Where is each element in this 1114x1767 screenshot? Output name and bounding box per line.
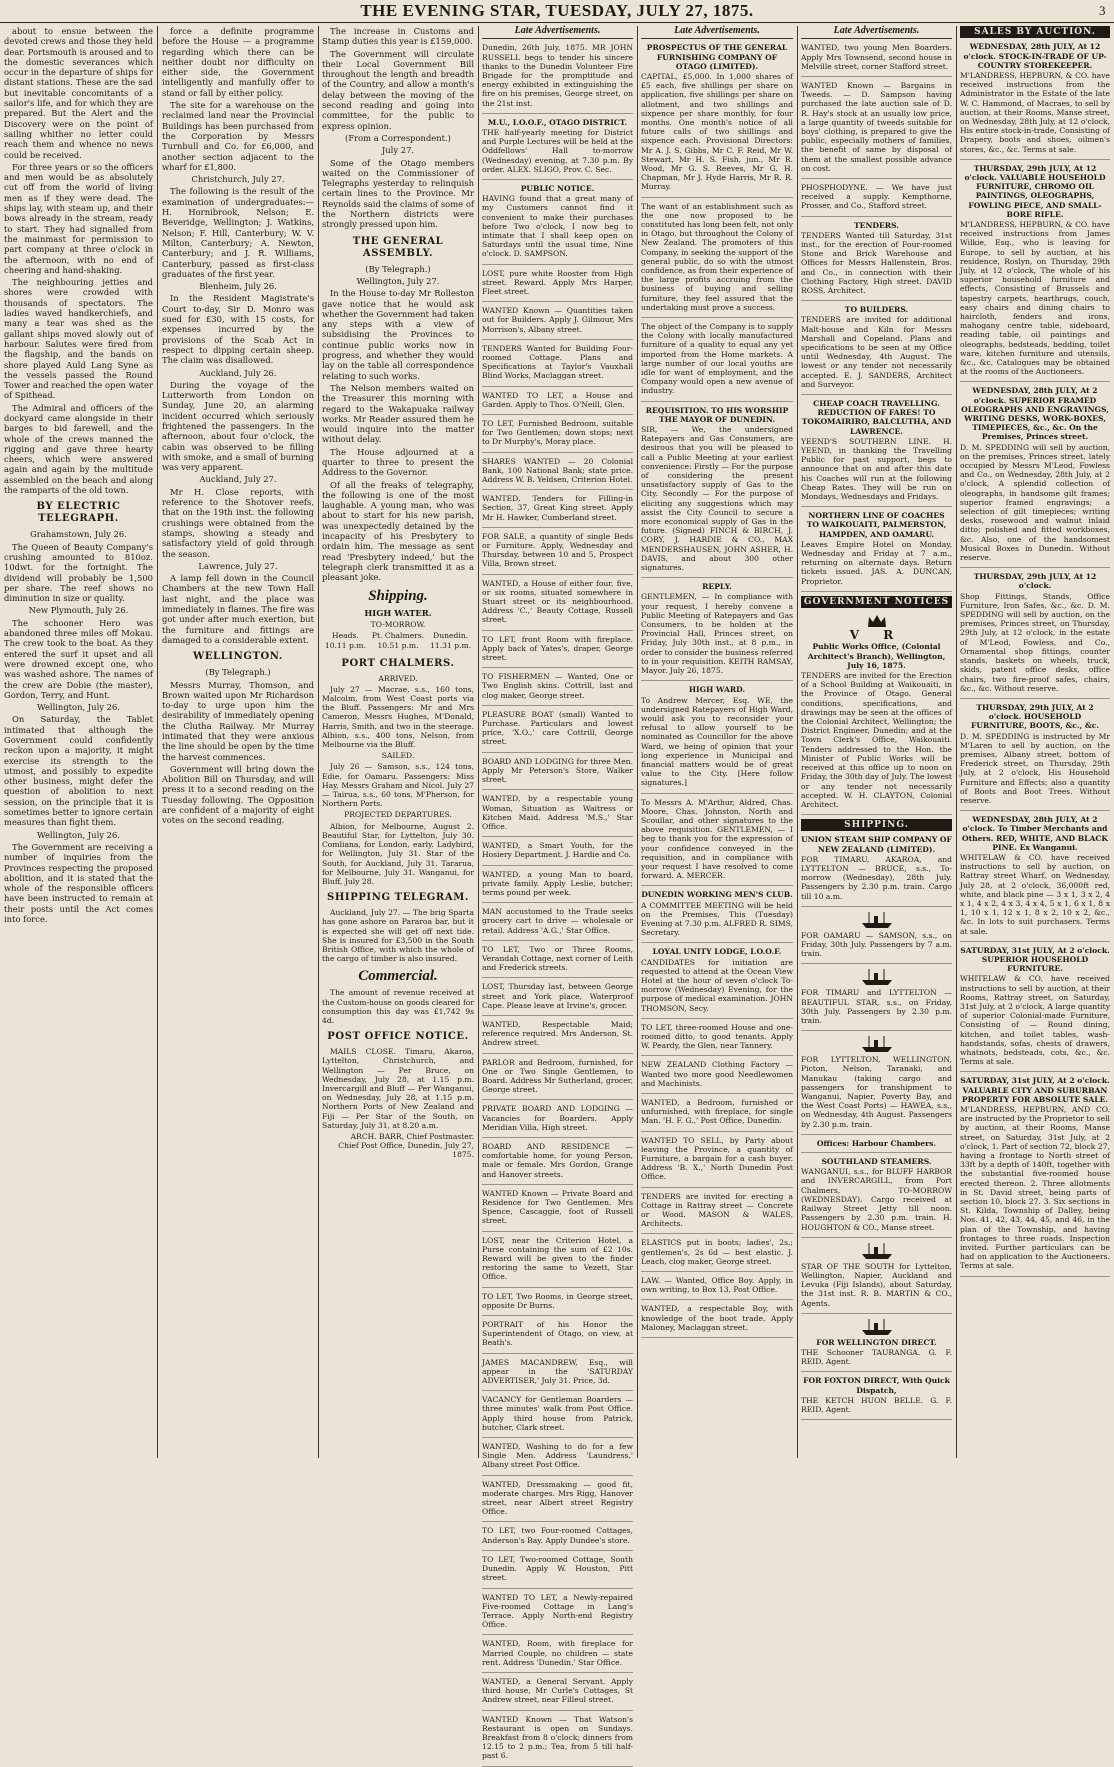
column-rule bbox=[157, 26, 158, 1458]
telegram-dateline: Grahamstown, July 26. bbox=[30, 529, 127, 540]
advertisement-title: UNION STEAM SHIP COMPANY OF NEW ZEALAND (LIMITED). bbox=[801, 835, 952, 854]
telegram-dateline: Lawrence, July 27. bbox=[198, 560, 278, 571]
steamship-icon bbox=[860, 1242, 894, 1260]
advertisement-text: WANTED, Respectable Maid; reference required. Mrs Anderson, St. Andrew street. bbox=[482, 1019, 633, 1048]
advertisement bbox=[482, 1639, 633, 1673]
advertisement bbox=[482, 532, 633, 575]
advertisement-text: WANTED, a respectable Boy, with knowledge of the boot trade. Apply Maloney, Maclaggan street. bbox=[641, 1304, 793, 1332]
advertisement-title: LOYAL UNITY LODGE, I.O.O.F. bbox=[652, 947, 782, 957]
section-heading: THE GENERAL ASSEMBLY. bbox=[352, 235, 444, 259]
advertisement-title: Public Works Office, (Colonial Architect's Branch), Wellington, July 16, 1875. bbox=[807, 642, 946, 670]
advertisement bbox=[641, 1098, 793, 1132]
advertisement-text: FOR TIMARU and LYTTELTON — BEAUTIFUL STAR, s.s., on Friday, 30th July. Passengers by 2.30 p.m. train. bbox=[801, 988, 952, 1026]
steamship-icon bbox=[860, 911, 894, 929]
advertisement bbox=[482, 419, 633, 453]
telegram-dateline: Auckland, July 26. bbox=[199, 367, 277, 378]
column-5 bbox=[641, 26, 793, 1458]
tide-table-title: HIGH WATER. bbox=[364, 607, 432, 618]
auction-advertisement bbox=[960, 386, 1110, 568]
article-paragraph: Messrs Murray, Thomson, and Brown waited upon Mr Richardson to-day to urge upon him the desirability of immediately opening the Clutha Railway. Mr Murray intimated that they were anxious the line should be open by the time the harvest commences. bbox=[162, 679, 314, 762]
tide-value: 11.31 p.m. bbox=[430, 641, 472, 651]
advertisement-text: NEW ZEALAND Clothing Factory — Wanted two more good Needlewomen and Machinists. bbox=[641, 1060, 793, 1088]
advertisement bbox=[801, 305, 952, 395]
advertisement bbox=[641, 685, 793, 793]
section-heading: WELLINGTON. bbox=[192, 651, 283, 663]
advertisement-text: M'LANDRESS, HEPBURN, & CO. have received instructions from the Administrator in the Estate of the late W. C. Hammond, of Macraes, to sell by auction, at their Rooms, Manse street, on Wednesday, 28th July, at 12 o'clock, His entire stock-in-trade, Consisting of Drapery, boots and shoes, oilmen's stores, &c., &c. Terms at sale. bbox=[960, 70, 1110, 154]
advertisement bbox=[801, 183, 952, 217]
ship-subheading: PROJECTED DEPARTURES. bbox=[344, 810, 452, 820]
article-paragraph: The site for a warehouse on the reclaimed land near the Provincial Buildings has been purchased from the Corporation by Messrs Turnbull and Co. for £6,000, and another section adjacent to the wharf for £1,800. bbox=[162, 100, 314, 172]
advertisement-text: D. M. SPEDDING is instructed by Mr M'Laren to sell by auction, on the premises, Albany street, bottom of Frederick street, on Thursday, 29th July, at 2 o'clock, His Household Furniture and Effects; also a quantity of Boots and Boot Trees. Without reserve. bbox=[960, 731, 1110, 805]
advertisement bbox=[482, 344, 633, 387]
column-2 bbox=[162, 26, 314, 1458]
advertisement-text: To Andrew Mercer, Esq. WE, the undersigned Ratepayers of High Ward, would ask you to reconsider your refusal to allow yourself to be nominated as Councillor for the above Ward, we being of opinion that your long experience in Municipal and financial matters would be of great value to the City. [Here follow signatures.] bbox=[641, 695, 793, 788]
column-heading: SALES BY AUCTION. bbox=[960, 26, 1110, 38]
advertisement-text: TENDERS are invited for additional Malt-house and Kiln for Messrs Marshall and Copeland. Plans and specifications to be seen at my Office until Wednesday, 4th August. The lowest or any tender not necessarily accepted. E. J. SANDERS, Architect and Surveyor. bbox=[801, 315, 952, 389]
advertisement-title: THURSDAY, 29th JULY, At 2 o'clock. HOUSEHOLD FURNITURE, BOOTS, &c., &c. bbox=[971, 702, 1099, 731]
article-paragraph: force a definite programme before the House — a programme regarding which there can be neither doubt nor difficulty on either side, the Government intelligently and manfully offer to stand or fall by either policy. bbox=[162, 26, 314, 98]
advertisement-text: SHARES WANTED — 20 Colonial Bank, 100 National Bank; state price. Address W. B. Yeldsen, Criterion Hotel. bbox=[482, 456, 633, 485]
advertisement bbox=[482, 907, 633, 941]
advertisement-text: To Messrs A. M'Arthur, Aldred, Chas. Moore, Chas. Johnston, North and Scoullar, and other signatures to the above requisition. GENTLEMEN, — I beg to thank you for the expression of your confidence conveyed in the requisition, and in compliance with your request I have resolved to come forward. A. MERCER. bbox=[641, 797, 793, 881]
column-rule bbox=[318, 26, 319, 1458]
advertisement bbox=[482, 1236, 633, 1288]
section-heading: SHIPPING TELEGRAM. bbox=[327, 892, 469, 904]
advertisement bbox=[641, 322, 793, 402]
advertisement-text: Dunedin, 26th July, 1875. MR JOHN RUSSELL begs to tender his sincere thanks to the Dunedin Volunteer Fire Brigade for the promptitude and energy exhibited in extinguishing the fire on his premises, George street, on the 21st inst. bbox=[482, 43, 633, 108]
shipping-section-heading: SHIPPING. bbox=[801, 819, 952, 831]
advertisement-text: BOARD AND LODGING for three Men. Apply Mr Peterson's Store, Walker street. bbox=[482, 756, 633, 785]
royal-crest bbox=[801, 612, 952, 643]
advertisement-text: WHITELAW & CO. have received instructions to sell by auction, on Rattray street Wharf, on Wednesday, July 28, at 2 o'clock, 36,000ft red, white, and black pine — 3 x 1, 3 x 2, 4 x 1, 4 x 2, 4 x 3, 4 x 4, 5 x 1, 6 x 1, 8 x 1, 10 x 1, 12 x 1, 8 x 2, 10 x 2, &c., &c. In lots to suit purchasers. Terms at sale. bbox=[960, 852, 1110, 936]
advertisement-text: WHITELAW & CO. have received instructions to sell by auction, at their Rooms, Rattray street, on Saturday, 31st July, at 2 o'clock, A large quantity of superior Colonial-made Furniture, Consisting of — Round dining, kitchen, and toilet tables, wash-handstands, sofas, chests of drawers, whatnots, bedsteads, cots, &c., &c. Terms at sale. bbox=[960, 974, 1110, 1067]
telegram-text: In the Resident Magistrate's Court to-day, Sir D. Monro was sued for £30, with 15 costs, for expenses incurred by the provisions of the Scab Act in respect to dipping certain sheep. The claim was disallowed. bbox=[162, 293, 314, 366]
advertisement bbox=[801, 221, 952, 302]
advertisement-text: PHOSPHODYNE. — We have just received a supply. Kempthorne, Prosser, and Co., Stafford street. bbox=[801, 182, 952, 211]
advertisement-title: FOR WELLINGTON DIRECT. bbox=[816, 1337, 937, 1347]
post-office-text: MAILS CLOSE. Timaru, Akaroa, Lyttelton, Christchurch, and Wellington — Per Bruce, on Wednesday, July 28, at 1.15 p.m. Invercargill and Bluff — Per Wanganui, on Wednesday, July 28, at 1.15 p.m. Northern Ports of New Zealand and Fiji — Per Star of the South, on Saturday, July 31, at 8.20 a.m. bbox=[322, 1047, 474, 1130]
advertisement-title: SATURDAY, 31st JULY, At 2 o'clock. VALUABLE CITY AND SUBURBAN PROPERTY FOR ABSOLUTE SALE. bbox=[960, 1076, 1110, 1104]
shipping-advertisement bbox=[801, 1376, 952, 1420]
advertisement bbox=[482, 1142, 633, 1185]
advertisement-text: WANTED Known — Bargains in Tweeds. — D. Sampson having purchased the late auction sale of D. R. Hay's stock at an usually low price, a large quantity of tweeds suitable for boys' clothing, is prepared to give the public, especially mothers of families, the benefit of same by disposal of them at the smallest possible advance on cost. bbox=[801, 80, 952, 173]
advertisement-text: TO LET, three-roomed House and one-roomed ditto, to good tenants. Apply W. Peardy, the Glen, near Tannery. bbox=[641, 1022, 793, 1051]
advertisement-text: A COMMITTEE MEETING will be held on the Premises, This (Tuesday) Evening at 7.30 p.m. ALFRED R. SIMS, Secretary. bbox=[641, 900, 793, 938]
column-7 bbox=[960, 26, 1110, 1458]
telegram-text: On Saturday, the Tablet intimated that although the Government could confidently reckon upon a majority, it might exercise its strength to the utmost, and possibly to expedite other business, might defer the question of abolition to next session, on the principle that it is sometimes better to ignore certain measures than fight them. bbox=[4, 714, 153, 828]
masthead bbox=[0, 0, 1114, 23]
advertisement bbox=[482, 1358, 633, 1392]
advertisement bbox=[482, 1715, 633, 1767]
telegram-dateline: July 27. bbox=[381, 145, 415, 156]
telegram-text: A lamp fell down in the Council Chambers at the new Town Hall last night, and the place was immediately in flames. The fire was got under after much exertion, but the furniture and fittings are damaged to a considerable extent. bbox=[162, 573, 314, 645]
advertisement-title: THURSDAY, 29th JULY, At 12 o'clock. VALUABLE HOUSEHOLD FURNITURE, CHROMO OIL PAINTINGS, OLEOGRAPHS, FOWLING PIECE, AND SMALL-BORE RIFLE. bbox=[964, 163, 1106, 219]
article-paragraph: The increase in Customs and Stamp duties this year is £159,000. bbox=[322, 26, 474, 47]
advertisement-text: WANTED, a House of either four, five, or six rooms, situated somewhere in Stuart street or its neighbourhood. Address 'C.,' Beauty Cottage, Russell street. bbox=[482, 578, 633, 625]
shipping-advertisement bbox=[801, 1157, 952, 1238]
advertisement bbox=[482, 870, 633, 904]
advertisement-text: WANTED, Washing to do for a few Single Men. Address 'Laundress,' Albany street Post Office. bbox=[482, 1442, 633, 1470]
advertisement-text: WANTED TO LET, a Newly-repaired Five-roomed Cottage in Lang's Terrace. Apply North-end Registry Office. bbox=[482, 1592, 633, 1630]
advertisement bbox=[482, 269, 633, 303]
masthead-title: THE EVENING STAR, TUESDAY, JULY 27, 1875. bbox=[360, 1, 754, 20]
telegram-dateline: Wellington, July 26. bbox=[37, 702, 120, 713]
advertisement-text: STAR OF THE SOUTH for Lyttelton, Wellington, Napier, Auckland and Levuka (Fiji Islands), about Saturday, the 31st inst. R. B. MARTIN & CO., Agents. bbox=[801, 1261, 952, 1308]
column-4 bbox=[482, 25, 633, 1761]
commercial-text: The amount of revenue received at the Custom-house on goods cleared for consumption this day was £1,742 9s 4d. bbox=[322, 988, 474, 1025]
steamship-icon bbox=[860, 1035, 894, 1053]
advertisement bbox=[801, 43, 952, 77]
advertisement bbox=[641, 1136, 793, 1188]
advertisement bbox=[641, 1192, 793, 1235]
government-notices-heading: GOVERNMENT NOTICES bbox=[801, 596, 952, 608]
advertisement-title: TO BUILDERS. bbox=[844, 305, 909, 315]
advertisement-text: CAPITAL, £5,000. In 1,000 shares of £5 each, five shillings per share on application, five shillings per share on allotment, and two shillings and sixpence per share monthly, for four months. One month's notice of all future calls of two shillings and sixpence each. Provisional Directors: Mr A. J. S. Gibbs, Mr C. F. Reid, Mr W. Stewart, Mr H. S. Fish, jun., Mr R. Wood, Mr G. S. Reeves, Mr G. H. Chapman, Mr J. Hyde Harris, Mr R. R. Murray. bbox=[641, 71, 793, 192]
column-rule bbox=[637, 26, 638, 1458]
advertisement-text: TENDERS Wanted for Building Four-roomed Cottage. Plans and Specifications at Taylor's Vauxhall Blind Works, Maclaggan street. bbox=[482, 343, 633, 381]
advertisement bbox=[482, 1526, 633, 1550]
advertisement-text: BOARD AND RESIDENCE — comfortable home, for young Person, male or female. Mrs Gordon, Grange and Hanover streets. bbox=[482, 1141, 633, 1179]
advertisement bbox=[482, 1442, 633, 1476]
ship-subheading: ARRIVED. bbox=[378, 673, 418, 683]
advertisement bbox=[482, 1189, 633, 1232]
column-rule bbox=[956, 26, 957, 1458]
article-paragraph: Of all the freaks of telegraphy, the following is one of the most laughable. A young man, who was about to start for his new parish, was unexpectedly detained by the incapacity of his Presbytery to ordain him. The message as sent read 'Presbytery indeed,' but the telegraph clerk transmitted it as a pleasant joke. bbox=[322, 479, 474, 583]
shipping-telegram-text: Auckland, July 27. — The brig Sparta has gone ashore on Pararoa bar, but it is expected she will get off next tide. She is insured for £3,500 in the South British Office, with which the whole of the cargo of timber is also insured. bbox=[322, 908, 474, 964]
advertisement bbox=[641, 1304, 793, 1338]
auction-advertisement bbox=[960, 703, 1110, 811]
advertisement bbox=[482, 635, 633, 669]
advertisement-text: ELASTICS put in boots; ladies', 2s.; gentlemen's, 2s 6d — best elastic. J. Leach, clog maker, George street. bbox=[641, 1238, 793, 1266]
advertisement bbox=[482, 457, 633, 491]
advertisement-text: MAN accustomed to the Trade seeks grocery cart to drive — wholesale or retail. Address 'A.G.,' Star Office. bbox=[482, 907, 633, 935]
auction-advertisement bbox=[960, 815, 1110, 942]
tide-value: 10.51 p.m. bbox=[377, 641, 419, 651]
tide-table bbox=[322, 631, 474, 652]
advertisement bbox=[641, 202, 793, 318]
advertisement-text: TO LET, Two Rooms, in George street, opposite Dr Burns. bbox=[482, 1291, 633, 1310]
telegram-text: In the House to-day Mr Rolleston gave notice that he would ask whether the Government had taken any steps with a view of subsidising the Provinces to continue public works now in progress, and whether they would lay on the table all correspondence relating to such works. bbox=[322, 288, 474, 381]
advertisement-title: WEDNESDAY, 28th JULY, At 2 o'clock. To Timber Merchants and Others. RED, WHITE, AND BLACK PINE. Ex Wanganui. bbox=[961, 815, 1109, 852]
advertisement-title: M.U., I.O.O.F., OTAGO DISTRICT. bbox=[487, 117, 628, 127]
advertisement-text: WANTED TO SELL, by Party about leaving the Province, a quantity of Furniture, a bargain for a cash buyer. Address 'B. X.,' North Dunedin Post Office. bbox=[641, 1135, 793, 1182]
advertisement bbox=[482, 1480, 633, 1523]
article-paragraph: Government will bring down the Abolition Bill on Thursday, and will press it to a second reading on the Tuesday following. The Opposition are confident of a majority of eight votes on the second reading. bbox=[162, 763, 314, 826]
advertisement-title: THURSDAY, 29th JULY, At 12 o'clock. bbox=[973, 572, 1097, 591]
tide-header: Heads. bbox=[331, 631, 359, 641]
advertisement-text: THE Schooner TAURANGA. G. F. REID, Agent. bbox=[801, 1347, 952, 1367]
advertisement-title: TENDERS. bbox=[854, 220, 899, 230]
ship-arrivals: July 27 — Macrae, s.s., 160 tons, Malcolm, from West Coast ports via the Bluff. Passengers: Mr and Mrs Cameron, Messrs Hughes, M'Donald, Harris, Smith, and two in the steerage. Albion, s.s., 400 tons, Nelson, from Melbourne via the Bluff. bbox=[322, 684, 474, 750]
shipping-advertisement bbox=[801, 1242, 952, 1314]
auction-advertisement bbox=[960, 946, 1110, 1073]
advertisement-text: LAW. — Wanted, Office Boy. Apply, in own writing, to Box 13, Post Office. bbox=[641, 1276, 793, 1295]
column-3 bbox=[322, 26, 474, 1458]
advertisement bbox=[482, 841, 633, 865]
commercial-heading: Commercial. bbox=[358, 968, 438, 985]
advertisement-text: WANGANUI, s.s., for BLUFF HARBOR and INVERCARGILL, from Port Chalmers, TO-MORROW (WEDNESDAY). Cargo received at Railway Street Jetty till noon. Passengers by 2.30 p.m. train. H. HOUGHTON & CO., Manse street. bbox=[801, 1167, 952, 1232]
advertisement-text: THE KETCH HUON BELLE. G. F. REID, Agent. bbox=[801, 1395, 952, 1414]
advertisement bbox=[641, 406, 793, 579]
advertisement bbox=[801, 511, 952, 592]
advertisement-text: WANTED, a young Man to board, private family. Apply Leslie, butcher; terms pound per week. bbox=[482, 869, 633, 897]
advertisement-title: REPLY. bbox=[702, 582, 732, 592]
advertisement-title: CHEAP COACH TRAVELLING. REDUCTION OF FARES! TO TOKOMAIRIRO, BALCLUTHA, AND LAWRENCE. bbox=[801, 399, 952, 436]
advertisement bbox=[482, 1292, 633, 1316]
advertisement-title: PROSPECTUS OF THE GENERAL FURNISHING COMPANY OF OTAGO (LIMITED). bbox=[646, 43, 788, 71]
government-notice bbox=[801, 642, 952, 815]
advertisement-text: Leaves Empire Hotel on Monday, Wednesday and Friday at 7 a.m., returning on alternate days. Return tickets issued. JAS. A. DUNCAN, Proprietor. bbox=[801, 539, 952, 586]
advertisement bbox=[482, 1320, 633, 1354]
telegram-text: Some of the Otago members waited on the Commissioner of Telegraphs yesterday to relinquish certain lines to the Province. Mr Reynolds said the claims of some of the Northern districts were strongly pressed upon him. bbox=[322, 157, 474, 230]
advertisement bbox=[801, 399, 952, 507]
advertisement-title: WEDNESDAY, 28th JULY, At 12 o'clock. STOCK-IN-TRADE OF UP-COUNTRY STOREKEEPER. bbox=[963, 42, 1107, 70]
article-paragraph: The Government will circulate their Local Government Bill throughout the length and breadth of the Country, and allow a month's delay between the moving of the second reading and going into committee, for the public to express opinion. bbox=[322, 48, 474, 131]
shipping-advertisement bbox=[801, 835, 952, 906]
advertisement-text: THE half-yearly meeting for District and Purple Lectures will be held at the Oddfellows' Hall to-morrow (Wednesday) evening, at 7.30 p.m. By order. ALEX. SLIGO, Prov. C. Sec. bbox=[482, 127, 633, 174]
advertisement bbox=[482, 579, 633, 631]
section-subheading: (By Telegraph.) bbox=[365, 263, 431, 274]
advertisement bbox=[482, 672, 633, 706]
telegram-dateline: Wellington, July 27. bbox=[356, 275, 440, 286]
advertisement-title: REQUISITION. TO HIS WORSHIP THE MAYOR OF DUNEDIN. bbox=[645, 405, 789, 424]
advertisement-text: D. M. SPEDDING will sell by auction, on the premises, Princes street, lately occupied by Messrs M'Leod, Fowless and Co., on Wednesday, 28th July, at 2 o'clock, A splendid collection of oleographs, in handsome gilt frames; superior framed engravings; a selection of gilt timepieces; writing desks, rosewood and walnut inlaid ditto; polished and fitted workboxes, &c. Also, one of the handsomest Musical Boxes in Dunedin. Without reserve. bbox=[960, 442, 1110, 563]
advertisement bbox=[641, 890, 793, 943]
advertisement bbox=[641, 1023, 793, 1057]
advertisement-text: Shop Fittings, Stands, Office Furniture, Iron Safes, &c., &c. D. M. SPEDDING will sell by auction, on the premises, Princes street, on Thursday, 29th July, at 12 o'clock, in the estate of M'Leod, Fowless, and Co., Ornamental shop fittings, counter stands, baskets on wheels, truck, skids, patent office desks, office chairs, two fire-proof safes, chairs, &c., &c. Without reserve. bbox=[960, 591, 1110, 693]
advertisement-text: TO LET, Two-roomed Cottage, South Dunedin. Apply W. Houston, Pitt street. bbox=[482, 1554, 633, 1583]
royal-cipher: V R bbox=[849, 628, 904, 643]
tide-header: Dunedin. bbox=[433, 631, 469, 641]
advertisement-text: WANTED Known — That Watson's Restaurant is open on Sundays. Breakfast from 8 o'clock; dinners from 12.15 to 2 p.m.; Tea, from 5 till half-past 6. bbox=[482, 1714, 633, 1761]
advertisement bbox=[641, 43, 793, 197]
shipping-advertisement bbox=[801, 911, 952, 965]
advertisement-text: TENDERS are invited for erecting a Cottage in Rattray street — Concrete or Wood. MASON & WALES, Architects. bbox=[641, 1191, 793, 1229]
telegram-text: During the voyage of the Lutterworth from London on Sunday, June 20, an alarming incident occurred which seriously frightened the passengers. In the afternoon, about four o'clock, the cabin was observed to be filling with smoke, and a small of burning was very apparent. bbox=[162, 379, 314, 473]
advertisement bbox=[482, 184, 633, 265]
advertisement-text: HAVING found that a great many of my Customers cannot find it convenient to make their purchases before Two o'clock, I now beg to intimate that I shall keep open on Saturdays until the usual time, Nine o'clock. D. SAMPSON. bbox=[482, 194, 633, 259]
telegram-text: The Government are receiving a number of inquiries from the Provinces respecting the proposed abolition, and it is stated that the whole of the responsible officers have been instructed to remain at their posts until the Act comes into force. bbox=[4, 841, 153, 925]
advertisement bbox=[641, 1276, 793, 1300]
shipping-advertisement bbox=[801, 968, 952, 1031]
advertisement-title: NORTHERN LINE OF COACHES TO WAIKOUAITI, PALMERSTON, HAMPDEN, AND OAMARU. bbox=[806, 511, 947, 539]
shipping-advertisement bbox=[801, 1139, 952, 1153]
advertisement-text: WANTED, Room, with fireplace for Married Couple, no children — state rent. Address 'Dunedin,' Star Office. bbox=[482, 1639, 633, 1667]
telegram-text: The following is the result of the examination of undergraduates:— H. Hornibrook, Nelson; E. Beveridge, Wellington; J. Watkins, Nelson; F. Hill, Canterbury; W. V. Milton, Canterbury; A. Newton, Canterbury; and J. R. Williams, Canterbury, passed as first-class graduates of the first year. bbox=[162, 186, 314, 279]
advertisement-text: PARLOR and Bedroom, furnished, for One or Two Single Gentlemen, to Board. Address Mr Sutherland, grocer, George street. bbox=[482, 1057, 633, 1095]
advertisement-title: PUBLIC NOTICE. bbox=[520, 183, 595, 193]
section-subheading: (By Telegraph.) bbox=[205, 667, 271, 678]
advertisement-title: WEDNESDAY, 28th JULY, At 2 o'clock. SUPERIOR FRAMED OLEOGRAPHS AND ENGRAVINGS, WRITING DESKS, WORK-BOXES, TIMEPIECES, &c., &c. On the Premises, Princes street. bbox=[961, 386, 1109, 442]
advertisement-text: The object of the Company is to supply the Colony with locally manufactured furniture of a quality to equal any yet imported from the Home markets. A large number of our local youths are idle for want of employment, and the Company would open a new avenue of industry. bbox=[641, 321, 793, 396]
column-rule bbox=[478, 26, 479, 1458]
post-office-signature: ARCH. BARR, Chief Postmaster. Chief Post Office, Dunedin, July 27, 1875. bbox=[338, 1131, 474, 1160]
telegram-dateline: Christchurch, July 27. bbox=[191, 174, 285, 185]
advertisement-text: TENDERS Wanted till Saturday, 31st inst., for the erection of Four-roomed Stone and Brick Warehouse and Offices for Messrs Hallenstein, Bros. and Co., in connection with their Clothing Factory, High street. DAVID ROSS, Architect. bbox=[801, 230, 952, 295]
advertisement-text: WANTED, a General Servant. Apply third house, Mr Curle's Cottages, St Andrew street, near Filleul street. bbox=[482, 1676, 633, 1705]
section-heading: BY ELECTRIC TELEGRAPH. bbox=[36, 501, 121, 525]
steamship-icon bbox=[860, 1318, 894, 1336]
advertisement bbox=[482, 1058, 633, 1101]
advertisement-text: FOR TIMARU, AKAROA, and LYTTELTON — BRUCE, s.s., To-morrow (Wednesday), 28th July. Passengers by 2.30 p.m. train. Cargo till 10 a.m. bbox=[801, 854, 952, 901]
section-heading: POST OFFICE NOTICE. bbox=[327, 1031, 469, 1043]
telegram-text: The House adjourned at a quarter to three to present the Address to the Governor. bbox=[322, 446, 474, 478]
advertisement-text: PLEASURE BOAT (small) Wanted to Purchase. Particulars and lowest price, 'X.O.,' care Cottrill, George street. bbox=[482, 709, 633, 747]
advertisement-text: LOST, pure white Rooster from High street. Reward. Apply Mrs Harper, Fleet street. bbox=[482, 268, 633, 296]
steamship-icon bbox=[860, 968, 894, 986]
auction-advertisement bbox=[960, 572, 1110, 699]
advertisement bbox=[482, 757, 633, 791]
advertisement-title: SATURDAY, 31st JULY, At 2 o'clock. SUPERIOR HOUSEHOLD FURNITURE. bbox=[960, 945, 1110, 974]
article-paragraph: For three years or so the officers and men would be as absolutely cut off from the world of living men as if they were dead. The ships lay, with steam up, and their bows already in the stream, ready to start. They had signalled from the mainmast for permission to part company at three o'clock in the afternoon, with no end of cheering and hand-shaking. bbox=[4, 161, 153, 275]
advertisement-text: WANTED TO LET, a House and Garden. Apply to Thos. O'Neill, Glen. bbox=[482, 390, 633, 409]
advertisement-text: TO LET, two Four-roomed Cottages, Anderson's Bay. Apply Dundee's store. bbox=[482, 1526, 633, 1545]
auction-advertisement bbox=[960, 164, 1110, 383]
advertisement-text: TO LET, Furnished Bedroom, suitable for Two Gentlemen; down stops; next to Dr Murphy's, Moray place. bbox=[482, 419, 633, 447]
telegram-text: The schooner Hero was abandoned three miles off Mokau. The crew took to the boat. As they entered the surf it upset and all were drowned except one, who was washed ashore. The names of the crew are Dobie (the master), Gordon, Terry, and Hunt. bbox=[4, 617, 153, 700]
auction-advertisement bbox=[960, 1076, 1110, 1276]
advertisement bbox=[482, 1395, 633, 1438]
advertisement-text: M'LANDRESS, HEPBURN, AND CO. are instructed by the Proprietor to sell by auction, at their Rooms, Manse street, on Saturday, 31st July, at 2 o'clock, 1. Part of section 72, block 27, having a frontage to North street of 33ft by a depth of 140ft, together with the substantial five-roomed house erected thereon. 2. Three allotments in St. David street, being parts of section 10, block 27. 3. Six sections in St. Kilda, Township of Dalley, being Nos. 41, 42, 43, 44, 45, and 46, in the plan of the Township, and having frontages to three roads. Inspection invited. Further particulars can be had on application to the Auctioneers. Terms at sale. bbox=[960, 1105, 1110, 1271]
advertisement bbox=[482, 43, 633, 113]
advertisement-text: TO LET, front Room with fireplace. Apply back of Yates's, draper, George street. bbox=[482, 634, 633, 663]
advertisement-text: LOST, near the Criterion Hotel, a Purse containing the sum of £2 10s. Reward will be given to the finder restoring the same to Vezett, Star Office. bbox=[482, 1235, 633, 1282]
article-paragraph: The Admiral and officers of the dockyard came alongside in their barges to bid farewell, and the whole of the crews manned the rigging and gave three hearty cheers, which were answered again and again by the multitude assembled on the beach and along the ramparts of the old town. bbox=[4, 402, 153, 496]
advertisement-text: WANTED Known — Private Board and Residence for Two Gentlemen. Mrs Spence, Cascaggie, foot of Russell street. bbox=[482, 1188, 633, 1226]
telegram-text: The Nelson members waited on the Treasurer this morning with regard to the Wakapuaka railway works. Mr Reader assured them he would inquire into the matter without delay. bbox=[322, 382, 474, 445]
telegram-dateline: Wellington, July 26. bbox=[37, 829, 120, 840]
advertisement bbox=[482, 945, 633, 979]
auction-advertisement bbox=[960, 42, 1110, 159]
advertisement bbox=[482, 391, 633, 415]
advertisement bbox=[482, 710, 633, 753]
advertisement-text: PORTRAIT of his Honor the Superintendent of Otago, on view, at Beath's. bbox=[482, 1320, 633, 1348]
advertisement bbox=[801, 81, 952, 179]
telegram-text: The Queen of Beauty Company's crushing amounted to 810oz. 10dwt. for the fortnight. The dividend will probably be 1,500 per share. The reef shows no diminution in size or quality. bbox=[4, 541, 153, 604]
telegram-dateline: New Plymouth, July 26. bbox=[28, 605, 129, 616]
tide-table-subtitle: TO-MORROW. bbox=[370, 619, 426, 629]
advertisement-text: WANTED, two young Men Boarders. Apply Mrs Townsend, second house in Melville street, corner Stafford street. bbox=[801, 43, 952, 71]
advertisement bbox=[641, 947, 793, 1018]
telegram-dateline: Blenheim, July 26. bbox=[199, 281, 277, 292]
page-number: 3 bbox=[1099, 3, 1106, 18]
column-6 bbox=[801, 26, 952, 1458]
advertisement bbox=[482, 1555, 633, 1589]
advertisement-text: WANTED Known — Quantities taken out for Builders. Apply J. Gilmour, Mrs Morrison's, Albany street. bbox=[482, 306, 633, 334]
advertisement-text: TO LET, Two or Three Rooms, Verandah Cottage, next corner of Leith and Frederick streets. bbox=[482, 944, 633, 973]
advertisement-title: HIGH WARD. bbox=[688, 685, 746, 695]
advertisement-text: TENDERS are invited for the Erection of a School Building at Waikouaiti, in the Province of Otago. General conditions, specifications, and drawings may be seen at the offices of the Colonial Architect, Wellington; the District Engineer, Dunedin; and at the Town Clerk's Office, Waikouaiti. Tenders addressed to the Hon. the Minister of Public Works will be received at this office up to noon on Friday, the 30th day of July. The lowest or any tender not necessarily accepted. W. H. CLAYTON, Colonial Architect. bbox=[801, 671, 952, 809]
ship-sailings: July 26 — Samson, s.s., 124 tons, Edie, for Oamaru. Passengers: Miss Hay, Messrs Graham and Nicol. July 27 — Tairua, s.s., 60 tons, M'Pherson, for Northern Ports. bbox=[322, 762, 474, 809]
advertisement bbox=[482, 1104, 633, 1138]
advertisement-title: FOR FOXTON DIRECT, With Quick Dispatch, bbox=[803, 1376, 950, 1395]
article-paragraph: The neighbouring jetties and shores were crowded with thousands of spectators. The ladies waved handkerchiefs, and many a tear was shed as the gallant ships moved slowly out of harbour. Salutes were fired from the flagship, and the bands on shore played Auld Lang Syne as the vessels passed the Round Tower and reached the open water of Spithead. bbox=[4, 277, 153, 401]
advertisement-text: M'LANDRESS, HEPBURN, & CO. have received instructions from James Wilkie, Esq., who is leaving for Europe, to sell by auction, at his residence, Roslyn, on Thursday, 29th July, at 12 o'clock, The whole of his superior household furniture and effects, Consisting of Brussels and tapestry carpets, hearthrugs, couch, easy chairs and dining chairs to haircloth, fenders and irons, mahogany centre table, sideboard, reading table, oil paintings and oleographs, bedsteads, bedding, toilet ware, kitchen furniture and utensils, &c., &c. Catalogues may be obtained at the rooms of the Auctioneers. bbox=[960, 219, 1110, 377]
advertisement-title: DUNEDIN WORKING MEN'S CLUB. bbox=[641, 890, 793, 900]
shipping-heading: Shipping. bbox=[368, 587, 428, 604]
advertisement-text: FOR SALE, a quantity of single Beds or Furniture. Apply, Wednesday and Thursday, between 10 and 5, Prospect Villa, Brown street. bbox=[482, 531, 633, 569]
shipping-advertisement bbox=[801, 1035, 952, 1135]
tide-value: 10.11 p.m. bbox=[324, 641, 366, 651]
advertisement bbox=[482, 494, 633, 528]
advertisement bbox=[641, 798, 793, 887]
advertisement-text: FOR LYTTELTON, WELLINGTON, Picton, Nelson, Taranaki, and Manukau (taking cargo and passengers for transhipment to Wanganui, Napier, Poverty Bay, and the West Coast Ports) — HAWEA, s.s., on Wednesday, 4th August. Passengers by 2.30 p.m. train. bbox=[801, 1055, 952, 1129]
column-heading: Late Advertisements. bbox=[641, 26, 793, 39]
advertisement-text: CANDIDATES for initiation are requested to attend at the Ocean View Hotel at the hour of seven o'clock To-morrow (Wednesday) Evening, for the purpose of medical examination. JOHN THOMSON, Secy. bbox=[641, 957, 793, 1013]
advertisement-text: WANTED, Dressmaking — good fit, moderate charges. Mrs Rigg, Hanover street, near Albert street Registry Office. bbox=[482, 1479, 633, 1517]
advertisement-text: The want of an establishment such as the one now proposed to be constituted has long been felt, not only in Otago, but throughout the Colony of New Zealand. The promoters of this Company, in seeking the support of the general public, do so with the utmost confidence, as from their experience of the large profits accruing from the business of buying and selling furniture, they feel assured that the undertaking must prove a success. bbox=[641, 201, 793, 312]
advertisement-text: WANTED, by a respectable young Woman, Situation as Waitress or Kitchen Maid. Address 'M.S.,' Star Office. bbox=[482, 794, 633, 831]
advertisement bbox=[482, 1020, 633, 1054]
advertisement bbox=[482, 982, 633, 1016]
column-1 bbox=[4, 26, 153, 1458]
advertisement bbox=[482, 118, 633, 180]
advertisement-text: WANTED, a Smart Youth, for the Hosiery Department. J. Hardie and Co. bbox=[482, 841, 633, 860]
section-heading: PORT CHALMERS. bbox=[341, 657, 455, 669]
telegram-dateline: Auckland, July 27. bbox=[199, 474, 277, 485]
advertisement-text: TO FISHERMEN — Wanted, One or Two English skins. Cottrill, last and clog maker, George street. bbox=[482, 672, 633, 700]
advertisement-text: GENTLEMEN, — In compliance with your request, I hereby convene a Public Meeting of Ratepayers and Gas Consumers, to be holden at the Provincial Hall, Princes street, on Friday, July 30th inst., at 8 p.m., in order to consider the business referred to in your requisition. KEITH RAMSAY, Mayor. July 26, 1875. bbox=[641, 592, 793, 676]
ship-projected: Albion, for Melbourne, August 2. Beautiful Star, for Lyttelton, July 30. Comliana, for London, early. Ladybird, for Wellington, July 31. Star of the South, for Auckland, July 31. Tararua, for Melbourne, July 31. Wanganui, for Bluff, July 28. bbox=[322, 821, 474, 886]
article-paragraph: about to ensue between the devoted crews and those they held dear. Portsmouth is aroused and to the domestic severances which occur in the departure of ships for distant stations. These are the sad but inevitable concomitants of a sailor's life, and for which they are prepared. But the Alert and the Discovery were on the point of sailing whither no letter could reach them and whence no news could be received. bbox=[4, 26, 153, 160]
column-rule bbox=[797, 26, 798, 1458]
advertisement-text: VACANCY for Gentleman Boarders — three minutes' walk from Post Office. Apply third house from Patrick, butcher, Clark street. bbox=[482, 1395, 633, 1432]
advertisement bbox=[641, 582, 793, 681]
column-heading: Late Advertisements. bbox=[482, 26, 633, 39]
column-heading: Late Advertisements. bbox=[801, 26, 952, 39]
advertisement-title: SOUTHLAND STEAMERS. bbox=[821, 1157, 932, 1167]
advertisement-text: YEEND'S SOUTHERN LINE. H. YEEND, in thanking the Travelling Public for past support, begs to announce that on and after this date his Coaches will run at the following Cheap Rates. They will be run on Mondays, Wednesdays and Fridays. bbox=[801, 436, 952, 502]
advertisement-text: JAMES MACANDREW, Esq., will appear in the 'SATURDAY ADVERTISER,' July 31. Price, 3d. bbox=[482, 1357, 633, 1386]
advertisement-text: LOST, Thursday last, between George street and York place, Waterproof Cape. Please leave at Irvine's, grocer. bbox=[482, 982, 633, 1010]
advertisement bbox=[482, 794, 633, 837]
advertisement-text: FOR OAMARU — SAMSON, s.s., on Friday, 30th July. Passengers by 7 a.m. train. bbox=[801, 930, 952, 959]
tide-header: Pt. Chalmers. bbox=[371, 631, 425, 641]
advertisement-text: PRIVATE BOARD AND LODGING — Vacancies for Boarders. Apply Meridian Villa, High street. bbox=[482, 1104, 633, 1132]
advertisement bbox=[482, 306, 633, 340]
section-subheading: (From a Correspondent.) bbox=[345, 132, 451, 143]
telegram-text: Mr H. Close reports, with reference to the Shotover reefs, that on the 19th inst. the following crushings were obtained from the stamps, showing a steady and satisfactory yield of gold through the season. bbox=[162, 486, 314, 559]
advertisement-text: WANTED, a Bedroom, furnished or unfurnished, with fireplace, for single Man. 'H. F. G.,' Post Office, Dunedin. bbox=[641, 1098, 793, 1126]
ship-subheading: SAILED. bbox=[381, 751, 415, 761]
advertisement bbox=[482, 1593, 633, 1636]
shipping-advertisement bbox=[801, 1318, 952, 1373]
advertisement-text: WANTED, Tenders for Filling-in Section, 37, Great King street. Apply Mr H. Hawker, Cumberland street. bbox=[482, 494, 633, 522]
advertisement bbox=[641, 1238, 793, 1272]
advertisement bbox=[482, 1677, 633, 1711]
advertisement-title: Offices: Harbour Chambers. bbox=[816, 1138, 937, 1148]
advertisement bbox=[641, 1060, 793, 1094]
advertisement-text: SIR, — We, the undersigned Ratepayers and Gas Consumers, are desirous that you will be pleased to call a Public Meeting at your earliest convenience: Firstly — For the purpose of considering the present unsatisfactory supply of Gas to the City. Secondly — For the purpose of eliciting any suggestions which may assist the City Council to secure a more economical supply of Gas in the future. (Signed) FINCH & BIRCH, J. CORY, J. HARDIE & CO., MAX MENDERSHAUSEN, JOHN ASHER, H. DAVIS, and about 300 other signatures. bbox=[641, 425, 793, 573]
